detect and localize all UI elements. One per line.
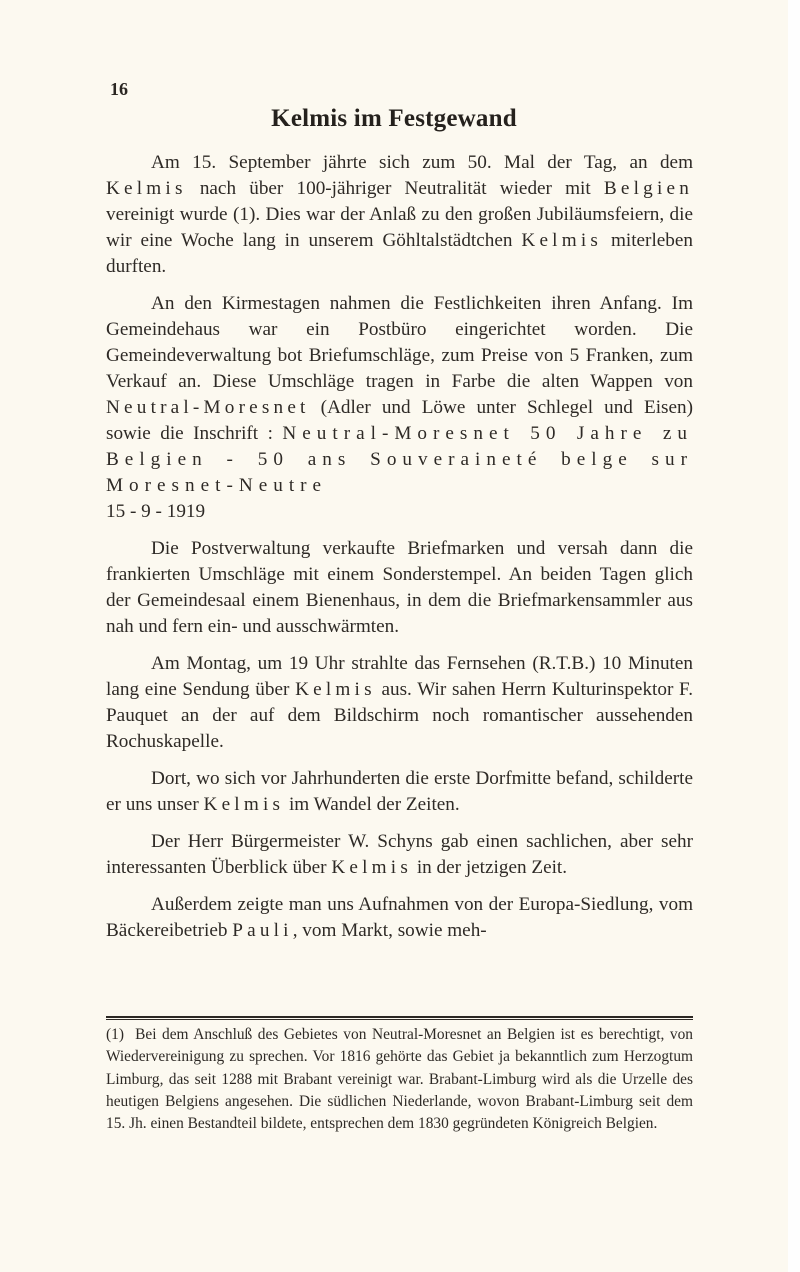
paragraph-5: Dort, wo sich vor Jahrhunderten die erste Dorfmitte befand, schilderte er uns unser Kelmis im Wandel der Zeiten. (106, 768, 693, 815)
page-edge (788, 0, 800, 1272)
spaced-name: Neutral-Moresnet (106, 397, 310, 418)
spaced-name: Kelmis (106, 178, 187, 199)
inscription: Neutral-Moresnet 50 Jahre zu Belgien - 50 ans Souveraineté belge sur Moresnet-Neutre (106, 423, 693, 496)
paragraph-6: Der Herr Bürgermeister W. Schyns gab einen sachlichen, aber sehr interessanten Überblick über Kelmis in der jetzigen Zeit. (106, 831, 693, 878)
paragraph-4: Am Montag, um 19 Uhr strahlte das Fernsehen (R.T.B.) 10 Minuten lang eine Sendung über Kelmis aus. Wir sahen Herrn Kulturinspektor F. Pauquet an der auf dem Bildschirm noch romantischer aussehenden Rochuskapelle. (106, 653, 693, 752)
footnote-marker: (1) (106, 1026, 124, 1043)
spaced-name: Kelmis (331, 857, 413, 878)
footnote-text: Bei dem Anschluß des Gebietes von Neutral-Moresnet an Belgien ist es berechtigt, von Wiedervereinigung zu sprechen. Vor 1816 gehörte das Gebiet ja bekanntlich zum Herzogtum Limburg, das seit 1288 mit Brabant vereinigt war. Brabant-Limburg wird als die Urzelle des heutigen Belgiens angesehen. Die südlichen Niederlande, wovon Brabant-Limburg seit dem 15. Jh. einen Bestandteil bildete, entsprechen dem 1830 gegründeten Königreich Belgien. (106, 1026, 693, 1133)
footnote-divider (106, 1016, 693, 1020)
paragraph-2: An den Kirmestagen nahmen die Festlichkeiten ihren Anfang. Im Gemeindehaus war ein Postbüro eingerichtet worden. Die Gemeindeverwaltung bot Briefumschläge, zum Preise von 5 Franken, zum Verkauf an. Diese Umschläge tragen in Farbe die alten Wappen von Neutral-Moresnet (Adler und Löwe unter Schlegel und Eisen) sowie die Inschrift : Neutral-Moresnet 50 Jahre zu Belgien - 50 ans Souveraineté belge sur Moresnet-Neutre (106, 293, 693, 496)
footnote (106, 1024, 693, 1135)
spaced-name: Kelmis (521, 230, 603, 251)
spaced-name: Pauli (232, 920, 293, 941)
paragraph-3: Die Postverwaltung verkaufte Briefmarken und versah dann die frankierten Umschläge mit einem Sonderstempel. An beiden Tagen glich der Gemeindesaal einem Bienenhaus, in dem die Briefmarkensammler aus nah und fern ein- und ausschwärmten. (106, 538, 693, 637)
article-body (106, 150, 693, 955)
page-number: 16 (110, 79, 128, 99)
spaced-name: Kelmis (295, 679, 376, 700)
spaced-name: Kelmis (203, 794, 285, 815)
article-title: Kelmis im Festgewand (271, 105, 517, 132)
paragraph-7: Außerdem zeigte man uns Aufnahmen von der Europa-Siedlung, vom Bäckereibetrieb Pauli, vom Markt, sowie meh- (106, 894, 693, 941)
spaced-name: Belgien (603, 178, 693, 199)
paragraph-1: Am 15. September jährte sich zum 50. Mal der Tag, an dem Kelmis nach über 100-jähriger Neutralität wieder mit Belgien vereinigt wurde (1). Dies war der Anlaß zu den großen Jubiläumsfeiern, die wir eine Woche lang in unserem Göhltalstädtchen Kelmis miterleben durften. (106, 152, 693, 277)
inscription-date: 15 - 9 - 1919 (106, 501, 206, 522)
